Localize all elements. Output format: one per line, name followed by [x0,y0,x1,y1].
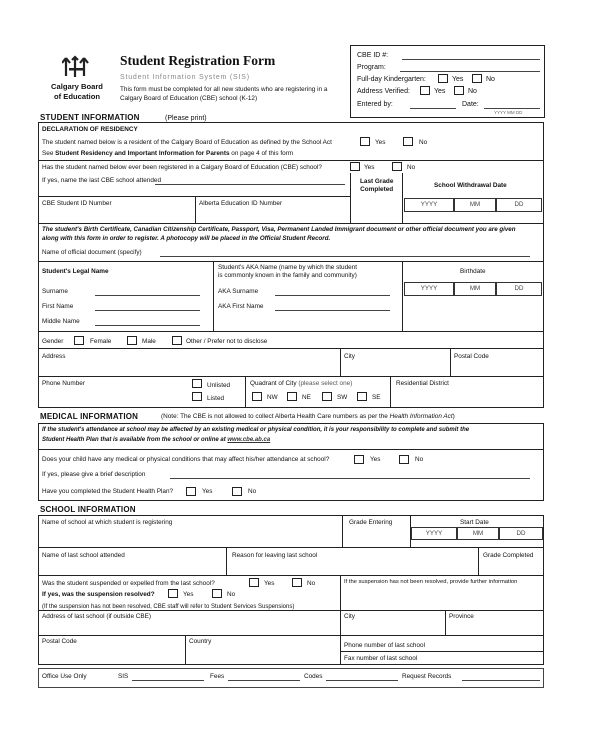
divider [38,376,544,377]
divider [340,651,544,652]
divider [340,610,341,665]
last-school-country-label: Country [189,638,212,645]
residency-note-link[interactable]: Student Residency and Important Information for Parents [55,150,230,157]
brief-description-field[interactable] [170,478,530,479]
divider [340,348,341,376]
quadrant-label-text: Quadrant of City [250,380,297,387]
resolved-yes-label: Yes [183,591,194,598]
aka-surname-field[interactable] [275,295,390,296]
last-school-province-label: Province [449,613,474,620]
divider [185,635,186,665]
medical-note-pre: (Note: The CBE is not allowed to collect Alberta Health Care numbers as per the [161,413,388,420]
divider [450,348,451,376]
program-field[interactable] [400,71,540,72]
divider [38,160,544,161]
withdrawal-mm-field[interactable]: MM [454,198,496,212]
quadrant-ne-label: NE [302,394,311,401]
divider [38,547,544,548]
medical-condition-question: Does your child have any medical or physical conditions that may affect his/her attendance at school? [42,456,330,463]
medical-note-post: ) [452,413,455,420]
withdrawal-date-label: School Withdrawal Date [434,182,507,189]
aka-name-label: Student's AKA Name (name by which the student is commonly known in the family and community) [218,264,358,279]
fees-field[interactable] [228,680,300,681]
legal-name-label: Student's Legal Name [42,268,109,275]
start-date-label: Start Date [460,519,489,526]
kindergarten-no-checkbox[interactable] [472,74,482,83]
official-doc-field[interactable] [160,256,530,257]
residency-no-checkbox[interactable] [403,137,413,146]
first-name-label: First Name [42,303,74,310]
reason-leaving-label: Reason for leaving last school [232,552,318,559]
resolved-question-pre: If yes, [42,591,61,598]
divider [340,575,341,610]
divider [402,261,403,331]
divider [38,261,544,262]
residency-no-label: No [419,139,428,146]
medical-notice-line-2 [42,437,270,443]
cbe-website-link[interactable]: www.cbe.ab.ca [227,437,271,443]
suspended-yes-checkbox[interactable] [249,578,259,587]
cbe-id-label: CBE ID #: [357,52,389,59]
divider [213,261,214,331]
last-school-address-label [42,613,151,621]
divider [38,348,544,349]
outside-cbe-note: (if outside CBE) [106,613,152,620]
entered-by-field[interactable] [410,108,456,109]
quadrant-label [250,380,352,388]
address-verified-yes-checkbox[interactable] [420,86,430,95]
postal-code-label: Postal Code [454,353,489,360]
address-verified-yes-label: Yes [434,88,446,95]
sis-label: SIS [118,673,129,680]
fees-label: Fees [210,673,225,680]
phone-unlisted-checkbox[interactable] [192,379,202,388]
kindergarten-yes-checkbox[interactable] [438,74,448,83]
residency-note [42,150,293,158]
form-note-2: Calgary Board of Education (CBE) school (K-12) [120,95,258,102]
form-title: Student Registration Form [120,53,276,68]
last-grade-label: Last Grade Completed [360,178,394,193]
quadrant-nw-label: NW [267,394,278,401]
last-school-postal-label: Postal Code [42,638,77,645]
quadrant-nw-checkbox[interactable] [252,392,262,401]
divider [402,173,403,223]
sis-field[interactable] [132,680,204,681]
kindergarten-yes-label: Yes [452,76,464,83]
last-school-phone-label: Phone number of last school [344,642,425,649]
divider [245,376,246,408]
alberta-id-label: Alberta Education ID Number [199,200,283,207]
request-records-label: Request Records [402,673,452,680]
suspended-no-checkbox[interactable] [292,578,302,587]
divider [38,449,544,450]
gender-label: Gender [42,338,64,345]
gender-male-label: Male [142,338,156,345]
medical-condition-no-label: No [415,456,424,463]
start-yyyy-field[interactable]: YYYY [411,527,457,540]
resolved-no-label: No [227,591,236,598]
suspended-no-label: No [307,580,316,587]
last-school-label: Name of last school attended [42,552,125,559]
logo [48,54,106,102]
gender-female-checkbox[interactable] [74,336,84,345]
form-subtitle: Student Information System (SIS) [120,74,250,81]
quadrant-note: (please select one) [298,380,353,387]
residency-yes-checkbox[interactable] [360,137,370,146]
divider [350,173,351,223]
phone-unlisted-label: Unlisted [207,382,231,389]
divider [38,223,544,224]
medical-info-note [161,413,455,421]
address-verified-label: Address Verified: [357,88,410,95]
cbe-student-id-label: CBE Student ID Number [42,200,112,207]
office-use-label: Office Use Only [42,673,87,680]
phone-listed-label: Listed [207,395,225,402]
quadrant-se-label: SE [372,394,381,401]
suspended-yes-label: Yes [264,580,275,587]
health-plan-yes-checkbox[interactable] [186,487,196,496]
medical-condition-yes-checkbox[interactable] [354,455,364,464]
gender-other-label: Other / Prefer not to disclose [186,338,268,345]
resolved-question-text: was the suspension resolved? [61,591,155,598]
start-dd-field[interactable]: DD [499,527,543,540]
prev-registered-yes-checkbox[interactable] [350,162,360,171]
birthdate-label: Birthdate [460,268,486,275]
codes-label: Codes [304,673,323,680]
medical-condition-yes-label: Yes [370,456,381,463]
grade-entering-label: Grade Entering [349,519,393,526]
residency-note-post: on page 4 of this form [231,150,294,157]
divider [478,547,479,575]
quadrant-ne-checkbox[interactable] [287,392,297,401]
medical-condition-no-checkbox[interactable] [399,455,409,464]
start-mm-field[interactable]: MM [457,527,499,540]
divider [38,610,544,611]
residency-note-pre: See [42,150,54,157]
divider [38,196,350,197]
first-name-field[interactable] [95,310,200,311]
unresolved-prompt: If the suspension has not been resolved, provide further information [344,579,518,585]
address-verified-no-label: No [468,88,477,95]
prev-school-prompt: If yes, name the last CBE school attended [42,177,162,184]
program-label: Program: [357,64,386,71]
prev-registered-no-label: No [407,164,416,171]
residential-district-label: Residential District [396,380,449,387]
quadrant-sw-label: SW [337,394,348,401]
surname-field[interactable] [95,295,200,296]
city-label: City [344,353,356,360]
prev-registered-question: Has the student named below ever been registered in a Calgary Board of Education (CBE) school? [42,164,322,171]
entered-by-label: Entered by: [357,101,393,108]
kindergarten-no-label: No [486,76,495,83]
cbe-id-field[interactable] [402,59,540,60]
request-records-field[interactable] [462,680,540,681]
date-hint: YYYY MM DD [494,110,523,115]
withdrawal-dd-field[interactable]: DD [496,198,542,212]
last-school-fax-label: Fax number of last school [344,655,418,662]
office-use-box [38,668,544,688]
declaration-heading: DECLARATION OF RESIDENCY [42,126,138,133]
prev-school-field[interactable] [155,184,345,185]
birthdate-yyyy-field[interactable]: YYYY [404,282,454,296]
gender-female-label: Female [90,338,112,345]
entry-date-field[interactable] [484,108,540,109]
prev-registered-yes-label: Yes [364,164,375,171]
divider [342,515,343,547]
gender-male-checkbox[interactable] [127,336,137,345]
registering-school-label: Name of school at which student is registering [42,519,173,526]
medical-note-italic: Health Information Act [389,413,453,420]
aka-first-name-field[interactable] [275,310,390,311]
medical-info-heading: MEDICAL INFORMATION [40,412,139,421]
divider [38,635,544,636]
birthdate-dd-field[interactable]: DD [496,282,542,296]
resolved-question [42,591,155,599]
kindergarten-label: Full-day Kindergarten: [357,76,426,83]
residency-yes-label: Yes [375,139,386,146]
residency-question-text: The student named below is a resident of the Calgary Board of Education as defined by the School Act [42,139,332,146]
address-label: Address [42,353,66,360]
last-school-address-text: Address of last school [42,613,105,620]
student-info-heading: STUDENT INFORMATION [40,113,140,122]
health-plan-question: Have you completed the Student Health Plan? [42,488,174,495]
gender-other-checkbox[interactable] [172,336,182,345]
health-plan-name: Student Health Plan [42,437,99,443]
address-verified-no-checkbox[interactable] [454,86,464,95]
phone-listed-checkbox[interactable] [192,392,202,401]
withdrawal-yyyy-field[interactable]: YYYY [404,198,454,212]
health-plan-no-checkbox[interactable] [232,487,242,496]
health-plan-source: that is available from the school or online at [100,437,226,443]
documents-note: The student's Birth Certificate, Canadian Citizenship Certificate, Passport, Visa, Permanent Landed Immigrant document or other official document you are given along with this form in order to register. A photocopy will be placed in the Official Student Record. [42,226,516,242]
grade-completed-label: Grade Completed [483,552,534,559]
logo-text: Calgary Board of Education [51,82,103,101]
middle-name-label: Middle Name [42,318,80,325]
suspended-question: Was the student suspended or expelled from the last school? [42,580,215,587]
divider [445,610,446,635]
aka-first-name-label: AKA First Name [218,303,264,310]
prev-registered-no-checkbox[interactable] [392,162,402,171]
divider [38,331,544,332]
divider [195,196,196,223]
resolved-yes-checkbox[interactable] [168,589,178,598]
residency-question [42,139,332,147]
aka-surname-label: AKA Surname [218,288,259,295]
student-info-heading-note: (Please print) [165,115,207,122]
divider [226,547,227,575]
codes-field[interactable] [326,680,398,681]
surname-label: Surname [42,288,68,295]
official-doc-label: Name of official document (specify) [42,249,142,256]
cbe-logo-icon [62,54,92,80]
form-note: This form must be completed for all new students who are registering in a [120,86,328,93]
health-plan-no-label: No [248,488,257,495]
brief-description-label: If yes, please give a brief description [42,471,146,478]
phone-label: Phone Number [42,380,85,387]
resolved-no-checkbox[interactable] [212,589,222,598]
school-info-heading: SCHOOL INFORMATION [40,505,136,514]
divider [390,376,391,408]
quadrant-se-checkbox[interactable] [357,392,367,401]
date-label: Date: [462,101,479,108]
medical-notice-line-1: If the student's attendance at school may be affected by an existing medical or physical condition, it is your responsibility to complete and submit the [42,427,470,433]
last-school-city-label: City [344,613,356,620]
quadrant-sw-checkbox[interactable] [322,392,332,401]
divider [38,575,544,576]
not-resolved-note: (If the suspension has not been resolved, CBE staff will refer to Student Services Suspensions) [42,604,295,610]
health-plan-yes-label: Yes [202,488,213,495]
middle-name-field[interactable] [95,325,200,326]
birthdate-mm-field[interactable]: MM [454,282,496,296]
